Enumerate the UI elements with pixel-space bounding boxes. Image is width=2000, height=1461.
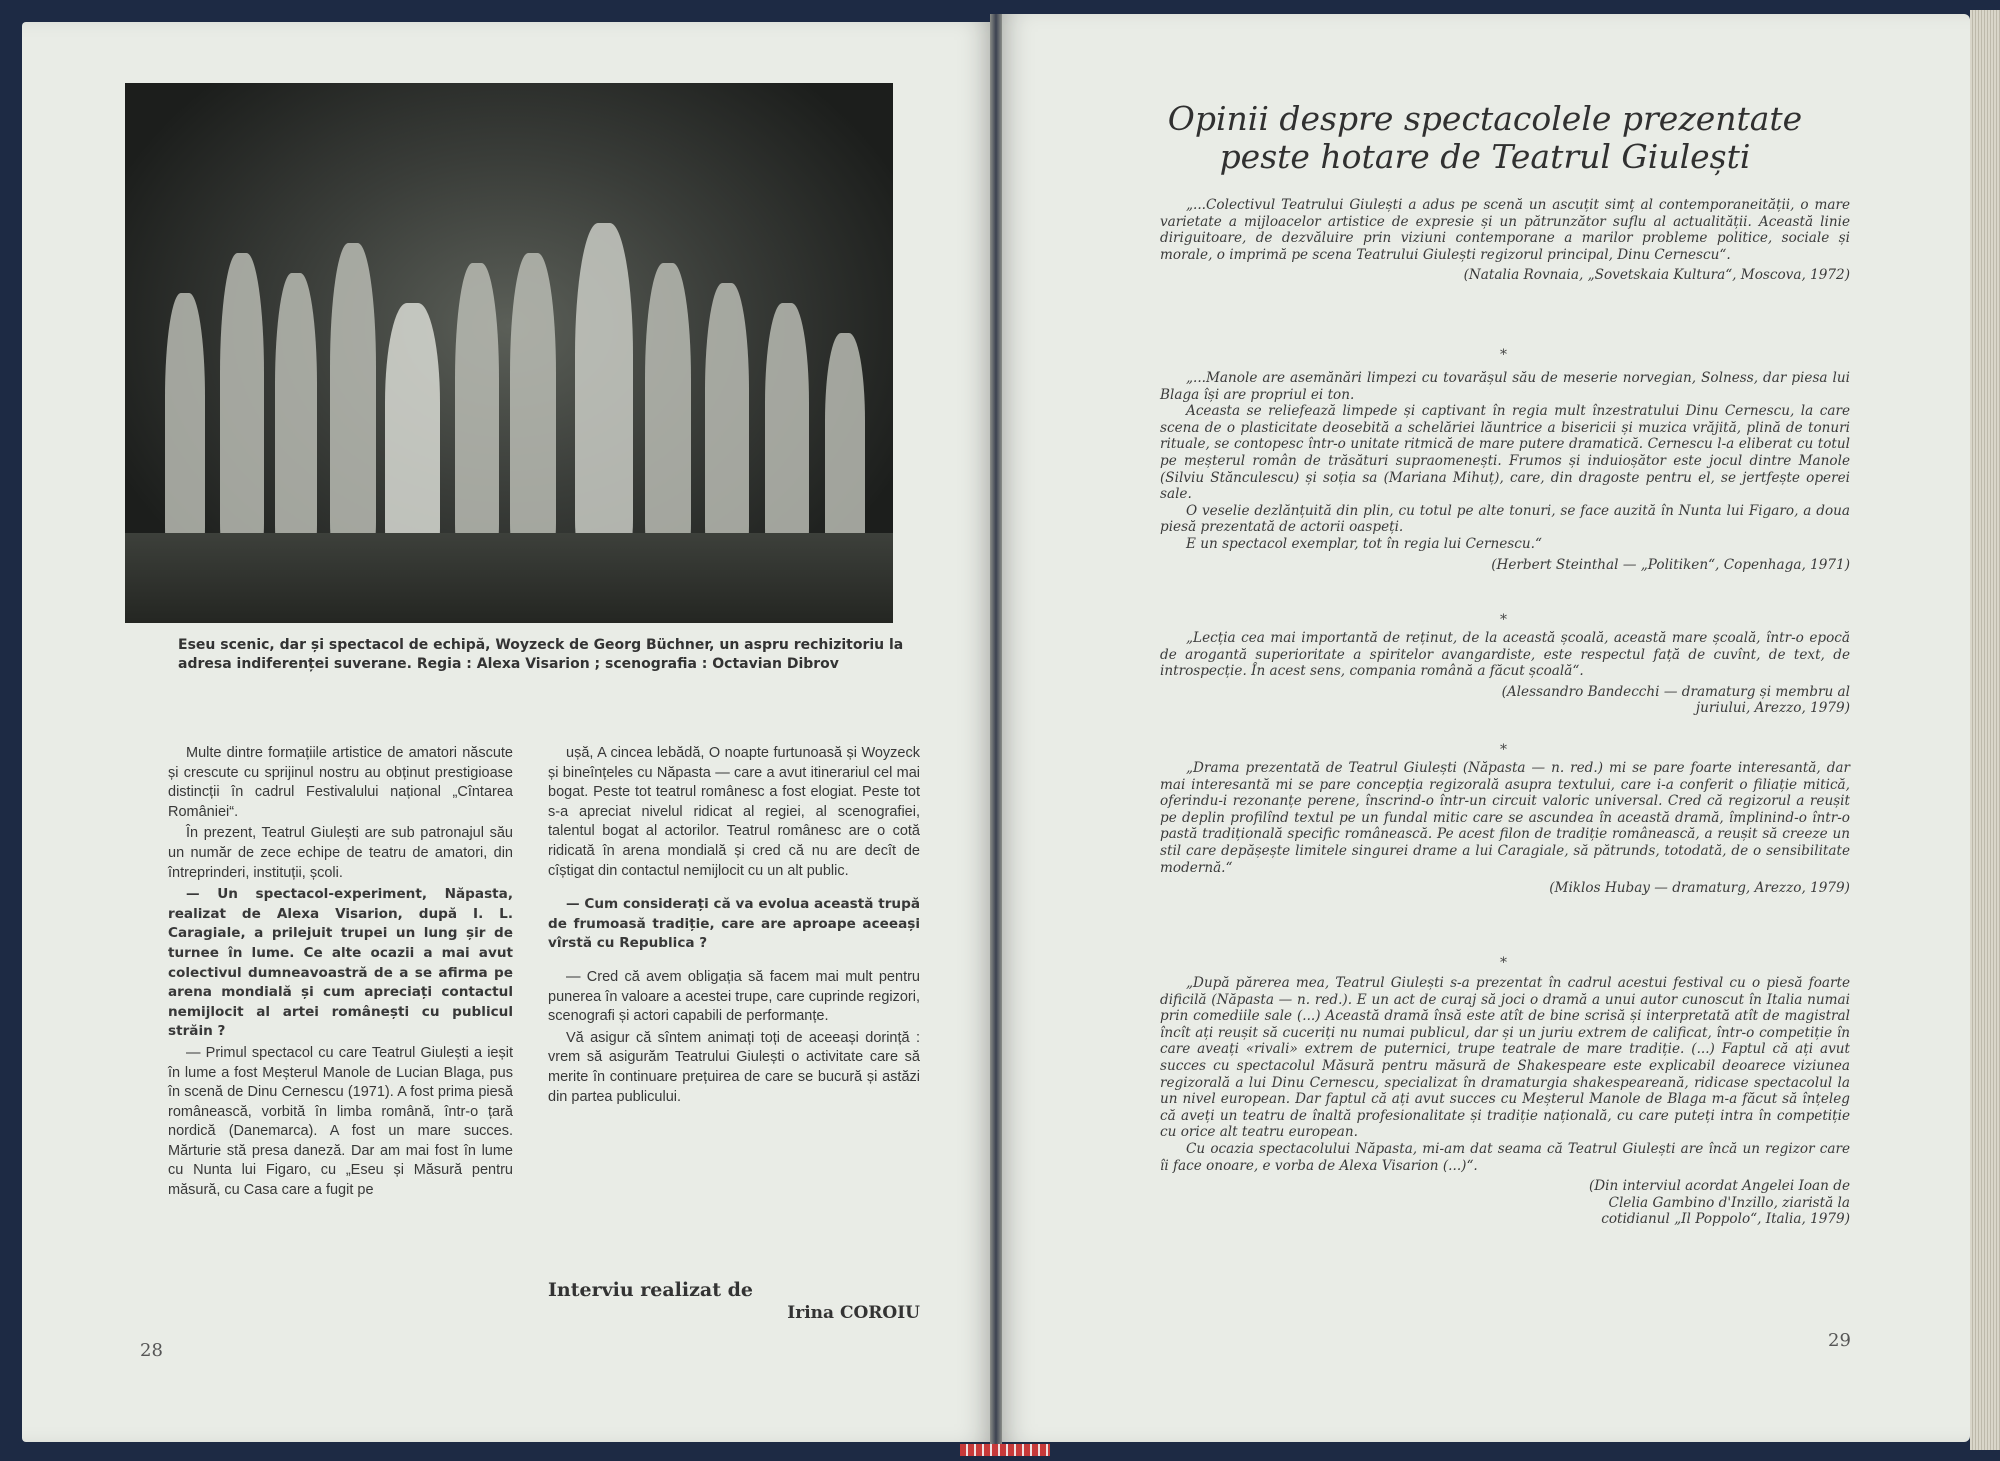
paragraph: ușă, A cincea lebădă, O noapte furtunoasă și Woyzeck și bineînțeles cu Năpasta — care a avut itinerariul cel mai bogat. Peste tot teatrul românesc a fost elogiat. Peste tot s-a apreciat nivelul ridicat al regiei, al scenografiei, talentul bogat al actorilor. Teatrul românesc are o cotă ridicată în arena mondială și cred că nu are decît de cîștigat din contactul nemijlocit cu un alt public. (548, 745, 920, 879)
separator-star: * (1500, 612, 1507, 628)
title-line-1: Opinii despre spectacolele prezentate (1167, 99, 1803, 138)
photo-caption: Eseu scenic, dar și spectacol de echipă, Woyzeck de Georg Büchner, un aspru rechizitoriu la adresa indiferenței suverane. Regia : Alexa Visarion ; scenografia : Octavian Dibrov (178, 637, 904, 672)
article-column-2 (548, 744, 920, 1109)
quote-paragraph: Cu ocazia spectacolului Năpasta, mi-am dat seama că Teatrul Giulești are încă un regizor care îi face onoare, e vorba de Alexa Visarion (...)“. (1160, 1140, 1850, 1174)
page-edges (1970, 10, 2000, 1450)
paragraph: Vă asigur că sîntem animați toți de aceeași dorință : vrem să asigurăm Teatrului Giulești o activitate care să merite în continuare prețuirea de care se bucură și astăzi din partea publicului. (548, 1029, 920, 1105)
quote-1 (1160, 197, 1850, 284)
page-number-left: 28 (140, 1340, 163, 1361)
interview-author: Irina COROIU (787, 1303, 920, 1323)
separator-star: * (1500, 347, 1507, 363)
separator-star: * (1500, 742, 1507, 758)
quote-paragraph: „Lecția cea mai importantă de reținut, de la această școală, această mare școală, într-o epocă de arogantă superioritate a spiritelor avangardiste, este respectul față de cuvînt, de text, de introspecție. În acest sens, compania română a făcut școală“. (1160, 630, 1850, 680)
quote-paragraph: Aceasta se reliefează limpede și captivant în regia mult înzestratului Dinu Cernescu, la care scena de o plasticitate deosebită a schelăriei lăuntrice a bisericii și muzica vrăjită, plină de tonuri rituale, se contopesc într-o unitate ritmică de mare putere dramatică. Cernescu l-a eliberat cu totul pe meșterul român de trăsături supraomenești. Frumos și induioșător este jocul dintre Manole (Silviu Stănculescu) și soția sa (Mariana Mihuț), care, din dragoste pentru el, se jertfește operei sale. (1160, 403, 1850, 503)
interview-question: — Un spectacol-experiment, Năpasta, realizat de Alexa Visarion, după I. L. Caragiale, a prilejuit trupei un lung șir de turnee în lume. Ce alte ocazii a mai avut colectivul dumneavoastră de a se afirma pe arena mondială și cum apreciați contactul nemijlocit al artei românești cu publicul străin ? (168, 886, 513, 1040)
quote-paragraph: „Drama prezentată de Teatrul Giulești (Năpasta — n. red.) mi se pare foarte interesantă, dar mai interesantă mi se pare concepția regizorală asupra textului, care i-a conferit o filiație mitică, oferindu-i rezonanțe perene, înscrind-o într-un circuit valoric universal. Cred că regizorul a reușit pe deplin profilînd textul pe un fundal mitic care se ascundea în această dramă, împlinind-o într-o pastă tradițională specific românească. Pe acest filon de tradiție românească, a reușit să creeze un stil care depășește limitele singurei drame a lui Caragiale, să pătrunds, totodată, de o sensibilitate modernă.“ (1160, 760, 1850, 876)
quote-paragraph: E un spectacol exemplar, tot în regia lui Cernescu.“ (1186, 535, 1542, 552)
quote-source: (Miklos Hubay — dramaturg, Arezzo, 1979) (1549, 880, 1850, 897)
interview-question: — Cum considerați că va evolua această trupă de frumoasă tradiție, care are aproape aceeași vîrstă cu Republica ? (548, 896, 920, 952)
quote-3 (1160, 630, 1850, 717)
quote-source: (Din interviul acordat Angelei Ioan de Clelia Gambino d'Inzillo, ziaristă la cotidianul „Il Poppolo“, Italia, 1979) (1588, 1178, 1850, 1228)
title-line-2: peste hotare de Teatrul Giulești (1219, 137, 1751, 176)
page-title (1105, 100, 1865, 176)
page-number-right: 29 (1828, 1330, 1851, 1351)
spine-binding-tape (960, 1444, 1050, 1456)
quote-4 (1160, 760, 1850, 897)
quote-2 (1160, 370, 1850, 573)
paragraph: — Primul spectacol cu care Teatrul Giulești a ieșit în lume a fost Meșterul Manole de Lucian Blaga, pus în scenă de Dinu Cernescu (1971). A fost prima piesă românească, vorbită în limba română, într-o țară nordică (Danemarca). A fost un mare succes. Mărturie stă presa daneză. Dar am mai fost în lume cu Nunta lui Figaro, cu „Eseu și Măsură pentru măsură, cu Casa care a fugit pe (168, 1044, 513, 1199)
article-column-1 (168, 744, 513, 1203)
book-gutter (990, 14, 1002, 1444)
quote-paragraph: „După părerea mea, Teatrul Giulești s-a prezentat în cadrul acestui festival cu o piesă foarte dificilă (Năpasta — n. red.). E un act de curaj să joci o dramă a unui autor cunoscut în Italia numai prin comediile sale (...) Această dramă însă este atît de bine scrisă și interpretată atît de magistral încît ați reușit să cuceriți nu numai publicul, dar și un juriu extrem de calificat, într-o competiție în care aveați «rivali» extrem de puternici, trupe teatrale de mare tradiție. (...) Faptul că ați avut succes cu spectacolul Măsură pentru măsură de Shakespeare este explicabil deoarece viziunea regizorală a lui Dinu Cernescu, specializat în dramaturgia shakespeareană, ridicase spectacolul la un nivel european. Dar faptul că ați avut succes cu Meșterul Manole de Blaga m-a făcut să înțeleg că aveți un teatru de înaltă profesionalitate și tradiție națională, cu care puteți intra în competiție cu orice alt teatru european. (1160, 975, 1850, 1141)
paragraph: — Cred că avem obligația să facem mai mult pentru punerea în valoare a acestei trupe, care cuprinde regizori, scenografi și actori capabili de performanțe. (548, 968, 920, 1025)
paragraph: În prezent, Teatrul Giulești are sub patronajul său un număr de zece echipe de teatru de amatori, din întreprinderi, instituții, școli. (168, 825, 513, 881)
quote-paragraph: „...Colectivul Teatrului Giulești a adus pe scenă un ascuțit simț al contemporaneității, o mare varietate a mijloacelor artistice de expresie și un pătrunzător suflu al actualității. Această linie diriguitoare, de dezvăluire prin viziuni contemporane a marilor probleme politice, sociale și morale, o imprimă pe scena Teatrului Giulești regizorul principal, Dinu Cernescu“. (1160, 197, 1850, 263)
quote-5 (1160, 975, 1850, 1228)
separator-star: * (1500, 955, 1507, 971)
quote-source: (Herbert Steinthal — „Politiken“, Copenhaga, 1971) (1491, 556, 1850, 573)
paragraph: Multe dintre formațiile artistice de amatori născute și crescute cu sprijinul nostru au obținut prestigioase distincții în cadrul Festivalului național „Cîntarea României“. (168, 745, 513, 820)
quote-source: (Alessandro Bandecchi — dramaturg și membru al juriului, Arezzo, 1979) (1501, 683, 1850, 717)
quote-source: (Natalia Rovnaia, „Sovetskaia Kultura“, Moscova, 1972) (1463, 267, 1850, 284)
interview-credit-label: Interviu realizat de (548, 1279, 753, 1301)
quote-paragraph: O veselie dezlănțuită din plin, cu totul pe alte tonuri, se face auzită în Nunta lui Figaro, a doua piesă prezentată de actorii oaspeți. (1160, 502, 1850, 536)
stage-photo (125, 83, 893, 623)
quote-paragraph: „...Manole are asemănări limpezi cu tovarășul său de meserie norvegian, Solness, dar piesa lui Blaga își are propriul ei ton. (1160, 370, 1850, 403)
